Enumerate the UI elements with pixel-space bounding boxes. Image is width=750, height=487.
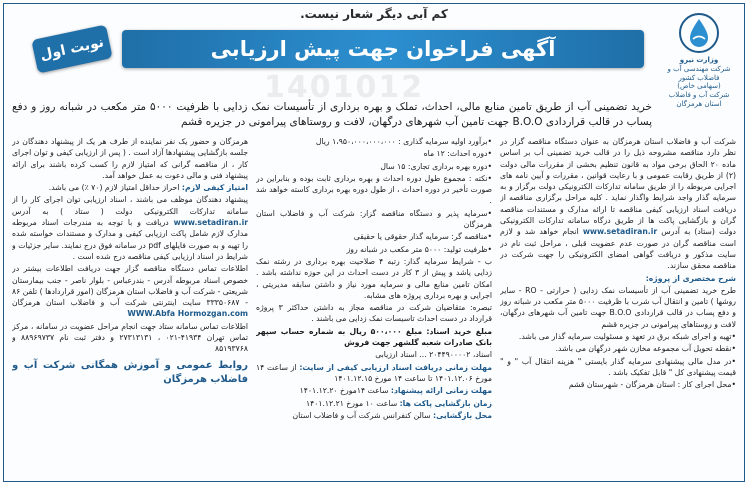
first-round-badge: نوبت اول	[31, 24, 112, 73]
company-website-link[interactable]: WWW.Abfa Hormozgan.com	[127, 309, 248, 319]
opening-place-label: محل بازگشایی:	[433, 410, 492, 420]
project-summary: طرح خرید تضمینی آب از تأسیسات نمک زدایی ( حرارتی - RO - سایر روشها ) تامین و انتقال آب شرب با ظرفیت ۵۰۰۰ متر مکعب در شبانه روز و دفع پساب در قالب قراردادی B.O.O جهت تامین آب شهرهای درگهان، لافت و روستاهای پیرامونی در جزیره قشم	[500, 285, 736, 329]
investment-estimate: •برآورد اولیه سرمایه گذاری : ۱،۹۵۰،۰۰۰،۰۰۰،۰۰۰ ریال	[315, 137, 492, 146]
operation-period: •دوره بهره برداری تجاری: ۱۵ سال	[380, 161, 492, 171]
logo-line-provincial: شرکت آب و فاضلاب استان هرمزگان	[668, 91, 730, 108]
column-left	[12, 136, 248, 475]
contact-info: اطلاعات تماس دستگاه مناقصه گزار جهت دریافت اطلاعات بیشتر در خصوص اسناد مربوطه آدرس - بندرعباس - بلوار ناصر - جنب بیمارستان شریعتی - شرکت آب و فاضلاب استان هرمزگان (امور قراردادها ) تلفن ۸۶ - ۳۳۳۵۰۶۸۷ سایت اینترنتی شرکت آب و فاضلاب استان هرمزگان	[12, 264, 248, 308]
column-right	[500, 136, 736, 475]
opening-time-label: زمان بازگشایی پاکت ها:	[399, 398, 492, 408]
investor-conditions: ب - شرایط سرمایه گذار: رتبه ۴ صلاحیت بهره برداری در رشته نمک زدایی یاشد و پیش از ۳ کار در دست احداث در این حوزه نداشته باشد . امکان تامین منابع مالی و سرمایه مورد نیاز و داشتن سابقه مدیریتی ، اجرایی و بهره برداری پروژه های مشابه.	[256, 256, 492, 300]
power-grid-note: •تهیه و اجرای شبکه برق در تعهد و مسئولیت سرمایه گذار می باشد.	[518, 332, 736, 342]
setad-contact-info: اطلاعات تماس سامانه ستاد جهت انجام مراحل عضویت در سامانه ، مرکز تماس تهران ۴۱۹۳۴-۰۲۱ ، ۲۷۳۱۳۱۳۱ و دفتر ثبت نام ۸۸۹۶۹۷۳۷ و ۸۵۱۹۳۷۶۸	[12, 321, 248, 354]
intro-paragraph: شرکت آب و فاضلاب استان هرمزگان به عنوان دستگاه مناقصه گزار در نظر دارد مناقصه مشروحه ذیل را در قالب خرید تضمینی آب بر اساس ماده ۲۰ الحاق برخی مواد به قانون تنظیم بخشی از مقررات مالی دولت (۲) از طریق رقابت عمومی و با رعایت قوانین ، مقررات و آیین نامه های اجرایی مربوطه را از طریق سامانه تدارکات الکترونیکی دولت برگزار و به سرمایه گذار واجد شرایط واگذار نماید . کلیه مراحل برگزاری مناقصه از دریافت اسناد ارزیابی کیفی مناقصه تا ارائه مدارک و مستندات مناقصه گران و بازگشایی پاکت ها از طریق درگاه سامانه تدارکات الکترونیکی دولت (ستاد) به آدرس	[500, 137, 736, 237]
bidder-info: •مناقصه گر: سرمایه گذار حقوقی یا حقیقی	[353, 232, 492, 242]
logo-line-type: (سهامی خاص)	[677, 82, 721, 91]
opening-time: ساعت ۱۰ مورخ ۱۴۰۱.۱۲.۲۱	[305, 398, 398, 408]
company-logo	[660, 12, 738, 108]
investee-info: •سرمایه پذیر و دستگاه مناقصه گزار: شرکت آب و فاضلاب استان هرمزگان	[256, 208, 492, 230]
financial-model-note: •در مدل مالی پیشنهادی سرمایه گذار بایستی " هزینه انتقال آب " و " قیمت پیشنهادی کل " قابل تفکیک باشد .	[500, 356, 736, 377]
setad-link-secondary[interactable]: www.setadiran.ir	[173, 218, 248, 228]
download-deadline-label: مهلت زمانی دریافت اسناد ارزیابی کیفی از سایت:	[299, 362, 492, 372]
page-title: آگهی فراخوان جهت پیش ارزیابی	[122, 30, 644, 68]
column-middle	[256, 136, 492, 475]
submission-deadline: ساعت ۱۴مورخ ۱۴۰۱.۱۲.۲۰	[299, 386, 389, 396]
logo-line-company: شرکت مهندسی آب و فاضلاب کشور	[667, 64, 731, 82]
download-deadline: از ساعت ۱۴ مورخ ۱۴۰۱.۱۲.۰۶ تا ساعت ۱۴ مورخ ۱۴۰۱.۱۲.۱۵	[256, 362, 492, 383]
document-instructions: پیشنهاد دهندگان موظف می باشند ، اسناد ارزیابی توان اجرای کار را از سامانه تدارکات الکترونیکی دولت ( ستاد ) به آدرس	[12, 195, 248, 216]
construction-period: •دوره احداث: ۱۲ ماه	[423, 149, 492, 159]
setad-link[interactable]: www.setadiran.ir	[582, 227, 658, 237]
capacity-info: •ظرفیت تولید: ۵۰۰۰ متر مکعب در شبانه روز	[346, 244, 492, 254]
project-summary-heading: شرح مختصری از پروژه:	[645, 273, 736, 283]
top-note: کم آبی دیگر شعار نیست.	[300, 7, 448, 21]
public-relations-signature: روابط عمومی و آموزش همگانی شرکت آب و فاضلاب هرمزگان	[12, 359, 248, 385]
registration-paragraph: انجام خواهد شد و لازم است مناقصه گران در صورت عدم عضویت قبلی ، مراحل ثبت نام در سایت مذکور و دریافت گواهی امضای الکترونیکی را جهت شرکت در مناقصه محقق سازند.	[500, 227, 736, 271]
watermark: 1401012	[264, 70, 425, 105]
ad-subtitle: خرید تضمینی آب از طریق تامین منابع مالی، احداث، تملک و بهره برداری از تأسیسات نمک زدایی با ظرفیت ۵۰۰۰ متر مکعب در شبانه روز و دفع پساب در قالب قراردادی B.O.O جهت تامین آب شهرهای درگهان، لافت و روستاهای پیرامونی در جزیره قشم	[12, 101, 652, 128]
water-drop-logo-icon	[678, 12, 720, 54]
project-location: •محل اجرای کار : استان هرمزگان - شهرستان قشم	[568, 380, 736, 390]
delivery-point-note: •نقطه تحویل آب مجموعه مخازن شهر درگهان می باشد.	[555, 344, 736, 354]
quality-score: احراز حداقل امتیاز لازم (۷۰ ٪) می باشد.	[48, 183, 180, 193]
opening-session-note: هرمزگان و حضور یک نفر نماینده از طرف هر یک از پیشنهاد دهندگان در جلسه بازگشایی پیشنهادها آزاد است . ( پس از ارزیابی کیفی و توان اجرای کار ، از مناقصه گرانی که امتیاز لازم را کسب کرده باشند برای ارائه پیشنهاد فنی و مالی دعوت به عمل خواهد آمد.	[12, 137, 248, 180]
bidder-limit-note: تبصره: متقاضیان شرکت در مناقصه مجاز به داشتن حداکثر ۳ پروژه قرارداد در دست احداث تاسیسات نمک زدایی می باشند .	[256, 303, 492, 324]
document-upload-instructions: دریافت و با توجه به مندرجات اسناد مربوطه مدارک لازم شامل پاکت ارزیابی کیفی و مدارک و مستندات خواسته شده را تهیه و به صورت فایلهای pdf در سامانه فوق درج نمایند. سایر جزئیات و شرایط در اسناد ارزیابی کیفی مناقصه درج شده است .	[12, 218, 248, 261]
opening-place: سالن کنفرانس شرکت آب و فاضلاب استان	[292, 410, 431, 420]
period-note: •نکته : مجموع طول دوره احداث و بهره برداری ثابت بوده و بنابراین در صورت تأخیر در دوره احداث ، از طول دوره بهره برداری کاسته خواهد شد .	[256, 173, 492, 206]
document-fee: مبلغ خرید اسناد: مبلغ ۵۰۰،۰۰۰ ریال به شماره حساب سپهر بانک صادرات شعبه گلشهر جهت فروش	[256, 326, 492, 348]
logo-line-ministry: وزارت نیرو	[679, 56, 719, 64]
submission-deadline-label: مهلت زمانی ارائه پیشنهاد:	[390, 386, 492, 396]
ad-body	[12, 136, 736, 475]
quality-score-label: امتیاز کیفی لازم:	[181, 183, 248, 193]
document-fee-account: اسناد، ۲۰۴۴۹۰۰۰۰۲ ... اسناد ارزیابی	[375, 350, 492, 360]
advertisement-frame	[3, 3, 745, 482]
